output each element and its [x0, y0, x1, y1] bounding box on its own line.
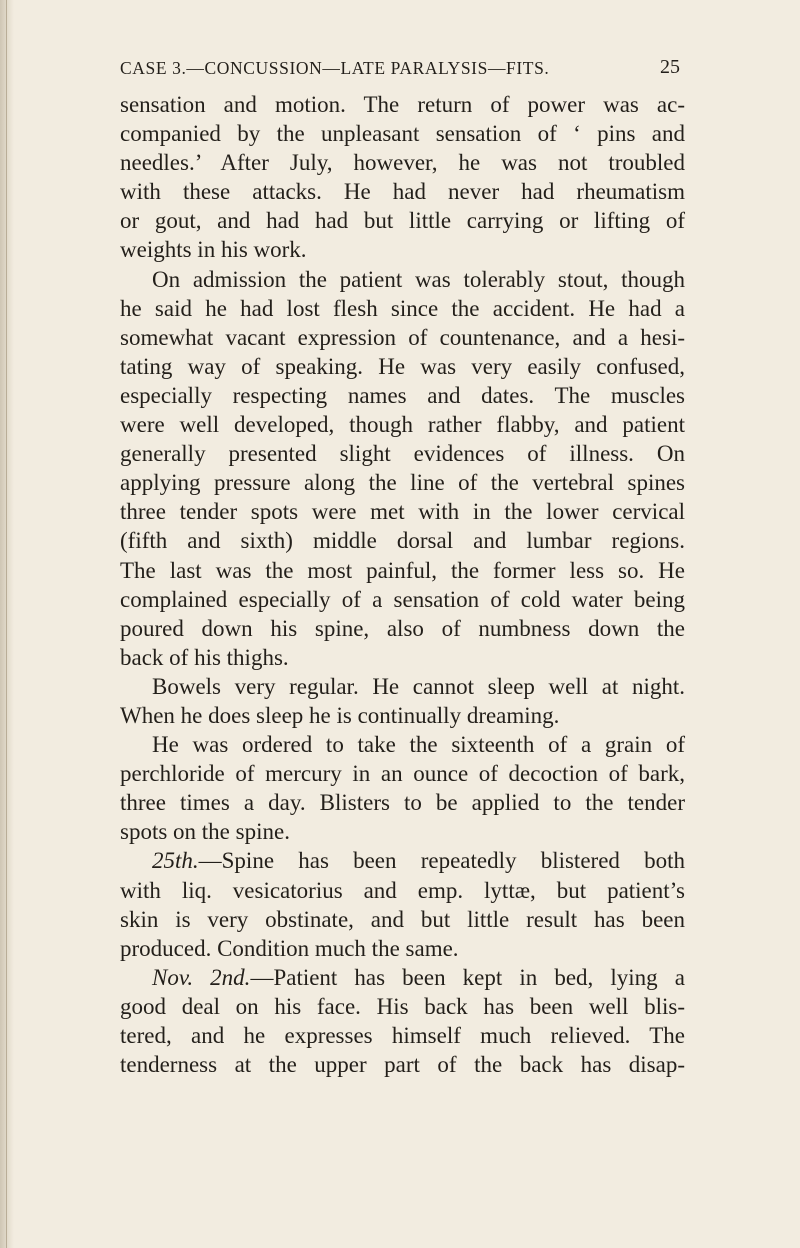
text-line: On admission the patient was tolerably stout, though — [152, 266, 685, 292]
running-head — [120, 58, 680, 86]
text-line: produced. Condition much the same. — [120, 935, 459, 961]
entry-text: —Patient has been kept in bed, lying a — [250, 964, 685, 990]
text-line: somewhat vacant expression of countenance, and a hesi- — [120, 324, 685, 350]
text-line: spots on the spine. — [120, 819, 290, 845]
text-line: tenderness at the upper part of the back has disap- — [120, 1052, 685, 1078]
text-line: with these attacks. He had never had rheumatism — [120, 179, 685, 205]
running-title: CASE 3.—CONCUSSION—LATE PARALYSIS—FITS. — [120, 58, 550, 78]
text-line: were well developed, though rather flabby, and patient — [120, 412, 685, 438]
text-line: When he does sleep he is continually dreaming. — [120, 702, 560, 728]
text-line: three times a day. Blisters to be applied to the tender — [120, 790, 685, 816]
text-line: needles.’ After July, however, he was not troubled — [120, 150, 685, 176]
text-line: The last was the most painful, the former less so. He — [120, 557, 685, 583]
text-line: generally presented slight evidences of illness. On — [120, 441, 685, 467]
text-line: skin is very obstinate, and but little result has been — [120, 906, 685, 932]
text-line: weights in his work. — [120, 237, 307, 263]
entry-date: Nov. 2nd. — [152, 964, 251, 990]
text-line: three tender spots were met with in the lower cervical — [120, 499, 685, 525]
binding-edge — [6, 0, 7, 1248]
text-line: he said he had lost flesh since the accident. He had a — [120, 295, 685, 321]
text-line: or gout, and had had but little carrying or lifting of — [120, 208, 685, 234]
text-line: with liq. vesicatorius and emp. lyttæ, but patient’s — [120, 877, 685, 903]
text-line: perchloride of mercury in an ounce of decoction of bark, — [120, 761, 685, 787]
text-line: poured down his spine, also of numbness down the — [120, 615, 685, 641]
text-line: tating way of speaking. He was very easily confused, — [120, 353, 685, 379]
text-line — [120, 963, 685, 992]
text-line: back of his thighs. — [120, 644, 289, 670]
body-text — [120, 90, 685, 1079]
entry-date: 25th. — [152, 848, 199, 874]
text-line: companied by the unpleasant sensation of ‘ pins and — [120, 121, 685, 147]
binding-shadow — [0, 0, 14, 1248]
text-line: sensation and motion. The return of power was ac- — [120, 92, 685, 117]
page-number: 25 — [660, 56, 680, 78]
text-line: good deal on his face. His back has been well blis- — [120, 993, 685, 1019]
text-line: complained especially of a sensation of cold water being — [120, 586, 685, 612]
text-line: tered, and he expresses himself much relieved. The — [120, 1023, 685, 1048]
text-line: (fifth and sixth) middle dorsal and lumbar regions. — [120, 528, 685, 554]
entry-text: —Spine has been repeatedly blistered both — [198, 848, 685, 874]
text-line: Bowels very regular. He cannot sleep well at night. — [152, 673, 685, 699]
text-line — [120, 846, 685, 875]
text-line: applying pressure along the line of the vertebral spines — [120, 470, 685, 496]
text-line: especially respecting names and dates. The muscles — [120, 382, 685, 408]
text-line: He was ordered to take the sixteenth of a grain of — [152, 732, 685, 758]
